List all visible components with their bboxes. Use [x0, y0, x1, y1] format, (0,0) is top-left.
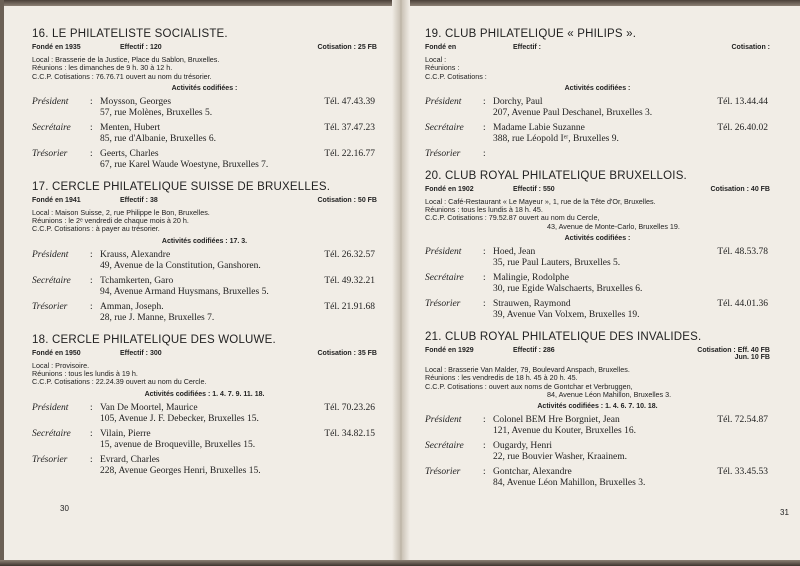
- officer-colon: :: [483, 148, 486, 159]
- info-line: Local : Brasserie Van Malder, 79, Boulevard Anspach, Bruxelles.: [425, 365, 630, 375]
- officer-name-line: [493, 273, 770, 284]
- club-title: 19. CLUB PHILATELIQUE « PHILIPS ».: [425, 28, 637, 40]
- officer-colon: :: [483, 122, 486, 133]
- officer-phone: Tél. 22.16.77: [324, 148, 375, 159]
- officer-row: [425, 299, 770, 321]
- officer-colon: :: [90, 122, 93, 133]
- officer-phone: Tél. 70.23.26: [324, 402, 375, 413]
- info-line: Local : Maison Suisse, 2, rue Philippe le Bon, Bruxelles.: [32, 207, 210, 217]
- club-title: 17. CERCLE PHILATELIQUE SUISSE DE BRUXELLES.: [32, 180, 331, 193]
- officer-details: [493, 97, 770, 119]
- officer-colon: :: [483, 415, 486, 426]
- cotisation-label: Cotisation : 25 FB: [317, 44, 377, 51]
- info-line: Réunions :: [425, 63, 460, 73]
- officer-name-line: [493, 415, 770, 426]
- officer-name-line: [100, 276, 377, 287]
- officer-address: 49, Avenue de la Constitution, Ganshoren.: [100, 260, 261, 271]
- officer-name: Krauss, Alexandre: [100, 249, 171, 260]
- officer-address: 207, Avenue Paul Deschanel, Bruxelles 3.: [493, 107, 653, 118]
- club-info: [32, 56, 377, 81]
- officer-phone: Tél. 26.40.02: [717, 122, 768, 133]
- officer-address: 105, Avenue J. F. Debecker, Bruxelles 15.: [100, 413, 259, 424]
- info-line: Réunions : les vendredis de 18 h. 45 à 20 h. 45.: [425, 373, 578, 383]
- officer-role: Secrétaire: [32, 122, 71, 133]
- officer-phone: Tél. 26.32.57: [324, 249, 375, 260]
- club-title: 18. CERCLE PHILATELIQUE DES WOLUWE.: [32, 333, 276, 346]
- club-meta: [425, 44, 770, 51]
- page-edge-left: [0, 0, 4, 566]
- club-info: [425, 56, 770, 81]
- officer-role: Président: [425, 96, 462, 107]
- cotisation-label: Cotisation : 35 FB: [317, 349, 377, 357]
- cotisation-label: Cotisation : 50 FB: [317, 196, 377, 204]
- officer-name: Amman, Joseph.: [100, 301, 164, 312]
- officer-name-line: [100, 250, 377, 261]
- officer-name: Strauwen, Raymond: [493, 299, 571, 310]
- officer-role: Président: [32, 249, 69, 260]
- officer-role: Secrétaire: [425, 441, 464, 452]
- officer-name: Vilain, Pierre: [100, 428, 151, 439]
- officer-name: Colonel BEM Hre Borgniet, Jean: [493, 415, 620, 426]
- officer-row: [32, 455, 377, 477]
- officer-details: [100, 123, 377, 145]
- officer-details: [100, 455, 377, 477]
- officer-name: Madame Labie Suzanne: [493, 122, 585, 133]
- officer-role: Secrétaire: [425, 273, 464, 284]
- activities-heading: Activités codifiées :: [171, 84, 238, 92]
- cotisation-block: [240, 197, 377, 204]
- officer-row: [32, 403, 377, 425]
- club-entry: [425, 170, 770, 321]
- officer-phone: Tél. 44.01.36: [717, 299, 768, 310]
- officer-name: Gontchar, Alexandre: [493, 467, 572, 478]
- officer-phone: Tél. 13.44.44: [717, 96, 768, 107]
- officer-row: [425, 123, 770, 145]
- club-entry: [425, 28, 770, 160]
- officer-colon: :: [483, 441, 486, 452]
- officer-colon: :: [483, 247, 486, 258]
- officer-details: [493, 273, 770, 295]
- officer-colon: :: [90, 96, 93, 107]
- officer-name-line: [100, 403, 377, 414]
- officer-name-line: [493, 123, 770, 134]
- activities-heading: Activités codifiées : 17. 3.: [161, 237, 248, 245]
- club-entry: [32, 334, 377, 477]
- officer-role: Secrétaire: [32, 275, 71, 286]
- officer-role: Secrétaire: [425, 122, 464, 133]
- info-line: C.C.P. Cotisations :: [425, 71, 487, 81]
- info-line: C.C.P. Cotisations : 79.52.87 ouvert au nom du Cercle,: [425, 213, 600, 223]
- officer-name-line: [100, 97, 377, 108]
- officer-address: 57, rue Molènes, Bruxelles 5.: [100, 107, 213, 118]
- club-entry: [32, 181, 377, 324]
- activities-heading: Activités codifiées :: [564, 84, 631, 92]
- info-line-indented: 43, Avenue de Monte-Carlo, Bruxelles 19.: [547, 221, 680, 231]
- officer-name-line: [493, 299, 770, 310]
- cotisation-label: Cotisation : 40 FB: [710, 185, 770, 193]
- cotisation-junior-label: Jun. 10 FB: [734, 354, 770, 362]
- info-line: C.C.P. Cotisations : à payer au trésorier.: [32, 224, 160, 234]
- officer-colon: :: [90, 275, 93, 286]
- officer-details: [493, 415, 770, 437]
- officer-name: Moysson, Georges: [100, 96, 172, 107]
- cotisation-block: [240, 44, 377, 51]
- officer-address: 388, rue Léopold Iᵉʳ, Bruxelles 9.: [493, 133, 619, 144]
- officer-address: 15, avenue de Broqueville, Bruxelles 15.: [100, 439, 256, 450]
- officer-role: Trésorier: [32, 301, 68, 312]
- officer-colon: :: [483, 273, 486, 284]
- officer-address: 39, Avenue Van Volxem, Bruxelles 19.: [493, 310, 640, 321]
- officer-row: [32, 276, 377, 298]
- officer-address: 30, rue Egide Walschaerts, Bruxelles 6.: [493, 284, 643, 295]
- info-line: C.C.P. Cotisations : 22.24.39 ouvert au nom du Cercle.: [32, 377, 207, 387]
- officer-name-line: [100, 429, 377, 440]
- founded-label: Fondé en: [425, 44, 457, 51]
- officer-phone: Tél. 72.54.87: [717, 415, 768, 426]
- club-info: [32, 362, 377, 387]
- club-meta: [32, 350, 377, 357]
- page-number-left: 30: [60, 504, 69, 513]
- officer-colon: :: [90, 249, 93, 260]
- founded-label: Fondé en 1935: [32, 44, 81, 51]
- club-meta: [425, 347, 770, 361]
- officer-role: Trésorier: [425, 299, 461, 310]
- effectif-label: Effectif :: [513, 44, 541, 51]
- officer-name: Menten, Hubert: [100, 122, 161, 133]
- officer-row: [425, 467, 770, 489]
- club-entry: [425, 331, 770, 489]
- officer-colon: :: [90, 428, 93, 439]
- officer-colon: :: [483, 96, 486, 107]
- officer-role: Trésorier: [425, 148, 461, 159]
- officer-row: [32, 97, 377, 119]
- officer-row: [425, 149, 770, 160]
- officer-phone: [768, 273, 770, 284]
- officer-row: [32, 429, 377, 451]
- officer-details: [493, 123, 770, 145]
- officer-role: Président: [32, 402, 69, 413]
- club-info: [32, 209, 377, 234]
- officer-name-line: [493, 441, 770, 452]
- officer-row: [32, 149, 377, 171]
- officer-name-line: [493, 97, 770, 108]
- officer-address: 35, rue Paul Lauters, Bruxelles 5.: [493, 258, 621, 269]
- activities-heading: Activités codifiées : 1. 4. 6. 7. 10. 18.: [537, 403, 658, 411]
- officer-name-line: [493, 467, 770, 478]
- officer-row: [425, 415, 770, 437]
- officer-details: [493, 299, 770, 321]
- book-gutter: [392, 0, 410, 566]
- club-info: [425, 366, 770, 399]
- info-line: Local : Provisoire.: [32, 360, 90, 370]
- officer-role: Trésorier: [32, 454, 68, 465]
- activities-heading: Activités codifiées : 1. 4. 7. 9. 11. 18.: [144, 390, 265, 398]
- officer-row: [425, 441, 770, 463]
- club-meta: [32, 44, 377, 51]
- officer-name: Geerts, Charles: [100, 148, 159, 159]
- info-line: Réunions : les dimanches de 9 h. 30 à 12 h.: [32, 63, 173, 73]
- effectif-label: Effectif : 300: [120, 349, 162, 357]
- info-line: Réunions : tous les lundis à 19 h.: [32, 369, 138, 379]
- officer-name: Dorchy, Paul: [493, 96, 543, 107]
- officer-name-line: [100, 302, 377, 313]
- officer-details: [100, 276, 377, 298]
- effectif-label: Effectif : 286: [513, 347, 555, 355]
- activities-heading: Activités codifiées :: [564, 235, 631, 243]
- left-page: [32, 28, 377, 487]
- officer-details: [493, 467, 770, 489]
- club-title: 20. CLUB ROYAL PHILATELIQUE BRUXELLOIS.: [425, 169, 687, 182]
- info-line-indented: 84, Avenue Léon Mahillon, Bruxelles 3.: [547, 389, 672, 399]
- club-info: [425, 198, 770, 231]
- officer-details: [493, 441, 770, 463]
- club-meta: [32, 197, 377, 204]
- club-title: 21. CLUB ROYAL PHILATELIQUE DES INVALIDES.: [425, 331, 702, 344]
- info-line: Local : Brasserie de la Justice, Place du Sablon, Bruxelles.: [32, 55, 220, 64]
- officer-phone: Tél. 48.53.78: [717, 247, 768, 258]
- officer-role: Trésorier: [425, 467, 461, 478]
- officer-address: 22, rue Bouvier Washer, Kraainem.: [493, 452, 628, 463]
- founded-label: Fondé en 1950: [32, 349, 81, 357]
- officer-details: [493, 149, 770, 160]
- officer-name: Malingie, Rodolphe: [493, 273, 569, 284]
- officer-name: Van De Moortel, Maurice: [100, 402, 198, 413]
- officer-role: Secrétaire: [32, 428, 71, 439]
- club-meta: [425, 186, 770, 193]
- club-entry: [32, 28, 377, 171]
- officer-address: 121, Avenue du Kouter, Bruxelles 16.: [493, 426, 636, 437]
- officer-details: [100, 250, 377, 272]
- officer-details: [493, 247, 770, 269]
- founded-label: Fondé en 1929: [425, 347, 474, 355]
- effectif-label: Effectif : 550: [513, 185, 555, 193]
- officer-name: Tchamkerten, Garo: [100, 275, 174, 286]
- officer-colon: :: [90, 402, 93, 413]
- officer-row: [425, 97, 770, 119]
- officer-row: [32, 302, 377, 324]
- officer-role: Président: [425, 415, 462, 426]
- cotisation-block: [633, 44, 770, 51]
- officer-phone: Tél. 34.82.15: [324, 428, 375, 439]
- officer-address: 94, Avenue Armand Huysmans, Bruxelles 5.: [100, 286, 269, 297]
- cotisation-block: [240, 350, 377, 357]
- club-title: 16. LE PHILATELISTE SOCIALISTE.: [32, 28, 228, 40]
- officer-colon: :: [483, 467, 486, 478]
- officer-name-line: [100, 455, 377, 466]
- founded-label: Fondé en 1902: [425, 185, 474, 193]
- officer-phone: [768, 441, 770, 452]
- officer-row: [32, 123, 377, 145]
- officer-colon: :: [90, 454, 93, 465]
- officer-role: Président: [32, 96, 69, 107]
- officer-name-line: [100, 149, 377, 160]
- cotisation-block: [633, 186, 770, 193]
- cotisation-label: Cotisation :: [731, 44, 770, 51]
- officer-phone: Tél. 21.91.68: [324, 301, 375, 312]
- page-edge-bottom: [0, 560, 800, 566]
- right-page: [425, 28, 770, 499]
- officer-colon: :: [90, 148, 93, 159]
- officer-name: Ougardy, Henri: [493, 441, 553, 452]
- effectif-label: Effectif : 120: [120, 44, 162, 51]
- officer-phone: Tél. 37.47.23: [324, 122, 375, 133]
- officer-row: [425, 273, 770, 295]
- info-line: C.C.P. Cotisations : 76.76.71 ouvert au nom du trésorier.: [32, 71, 212, 81]
- cotisation-label: Cotisation : Eff. 40 FB: [697, 347, 770, 355]
- info-line: Local :: [425, 55, 447, 64]
- officer-phone: Tél. 49.32.21: [324, 275, 375, 286]
- page-number-right: 31: [780, 508, 789, 517]
- officer-colon: :: [483, 299, 486, 310]
- officer-row: [425, 247, 770, 269]
- officer-details: [100, 302, 377, 324]
- officer-address: 84, Avenue Léon Mahillon, Bruxelles 3.: [493, 478, 646, 489]
- info-line: Réunions : le 2ᵉ vendredi de chaque mois à 20 h.: [32, 216, 189, 226]
- officer-name-line: [493, 247, 770, 258]
- officer-phone: Tél. 47.43.39: [324, 96, 375, 107]
- founded-label: Fondé en 1941: [32, 196, 81, 204]
- officer-name-line: [100, 123, 377, 134]
- officer-details: [100, 149, 377, 171]
- officer-row: [32, 250, 377, 272]
- officer-address: 228, Avenue Georges Henri, Bruxelles 15.: [100, 465, 261, 476]
- officer-colon: :: [90, 301, 93, 312]
- effectif-label: Effectif : 38: [120, 196, 158, 204]
- officer-address: 67, rue Karel Waude Woestyne, Bruxelles 7.: [100, 159, 269, 170]
- officer-details: [100, 403, 377, 425]
- officer-name: Hoed, Jean: [493, 247, 536, 258]
- info-line: Local : Café-Restaurant « Le Mayeur », 1, rue de la Tête d'Or, Bruxelles.: [425, 196, 656, 206]
- info-line: Réunions : tous les lundis à 18 h. 45.: [425, 205, 543, 215]
- officer-role: Trésorier: [32, 148, 68, 159]
- officer-phone: [375, 455, 377, 466]
- officer-address: 85, rue d'Albanie, Bruxelles 6.: [100, 133, 216, 144]
- officer-details: [100, 97, 377, 119]
- officer-details: [100, 429, 377, 451]
- officer-phone: Tél. 33.45.53: [717, 467, 768, 478]
- cotisation-block: [633, 347, 770, 361]
- officer-role: Président: [425, 247, 462, 258]
- officer-address: 28, rue J. Manne, Bruxelles 7.: [100, 312, 215, 323]
- officer-name: Evrard, Charles: [100, 454, 160, 465]
- info-line: C.C.P. Cotisations : ouvert aux noms de Gontchar et Verbruggen,: [425, 381, 633, 391]
